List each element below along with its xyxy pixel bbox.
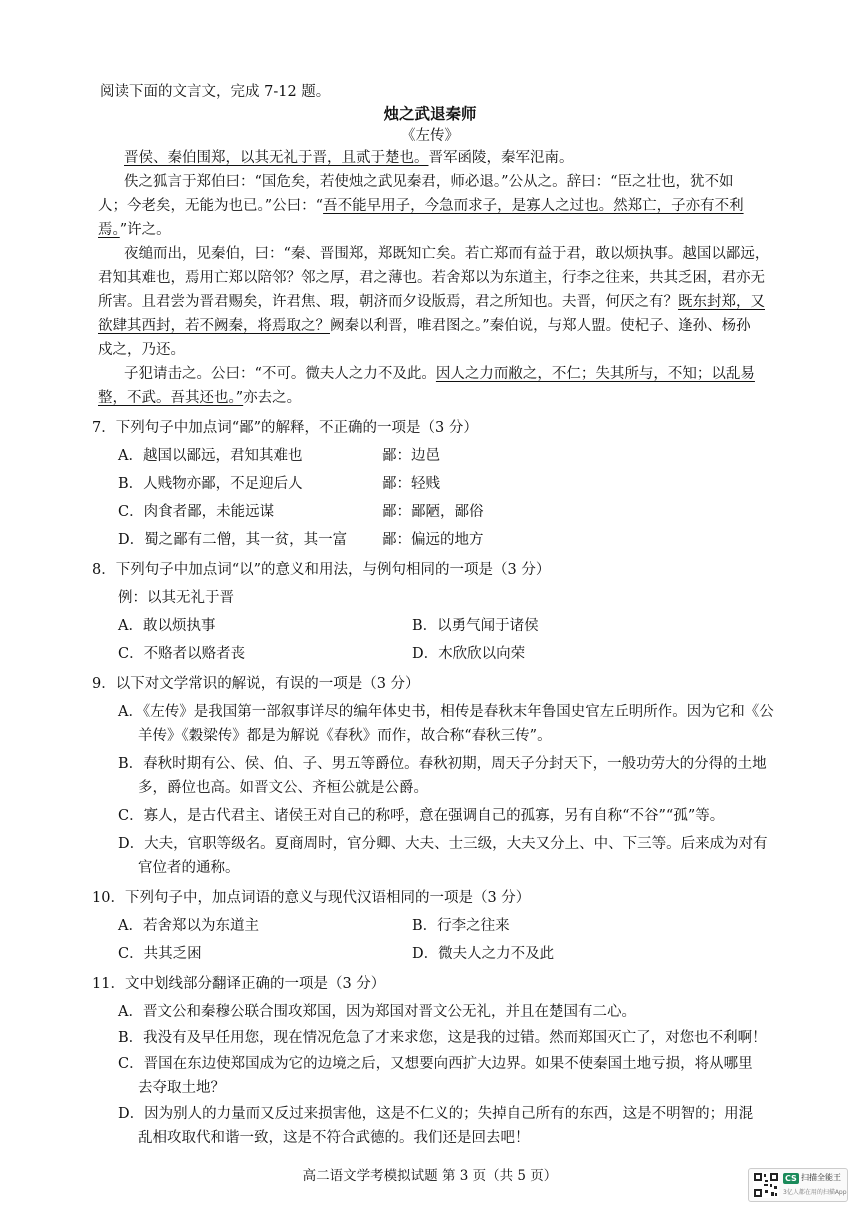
q7-option-c: C．肉食者鄙，未能远谋 [118,504,275,520]
passage-line [98,316,751,336]
underlined-text: 整，不武。吾其还也。” [98,390,244,406]
passage-line [98,388,301,408]
q11-option-d-line2: 乱相攻取代和谐一致，这是不符合武德的。我们还是回去吧！ [138,1130,530,1146]
question-10-stem: 10．下列句子中，加点词语的意义与现代汉语相同的一项是（3 分） [92,890,531,906]
scanner-watermark-badge [748,1168,848,1202]
underlined-text: 既东封郑，又 [678,294,765,310]
intro-line: 阅读下面的文言文，完成 7-12 题。 [100,84,331,100]
passage-text: 晋军函陵，秦军氾南。 [428,150,574,166]
passage-text: 亦去之。 [243,390,302,406]
q8-option-a: A．敢以烦执事 [118,618,216,634]
q9-option-a-line1: A．《左传》是我国第一部叙事详尽的编年体史书，相传是春秋末年鲁国史官左丘明所作。因为它和《公 [118,704,774,720]
passage-line [98,292,765,312]
q8-option-b: B．以勇气闻于诸侯 [412,618,539,634]
passage-text: 子犯请击之。公曰：“不可。微夫人之力不及此。 [124,366,436,382]
passage-line: 君知其难也，焉用亡郑以陪邻？邻之厚，君之薄也。若舍郑以为东道主，行李之往来，共其乏困，君亦无 [98,270,765,286]
passage-source: 《左传》 [401,128,459,144]
question-7-stem: 7．下列句子中加点词“鄙”的解释，不正确的一项是（3 分） [92,420,478,436]
q9-option-b-line1: B．春秋时期有公、侯、伯、子、男五等爵位。春秋初期，周天子分封天下，一般功劳大的分得的土地 [118,756,767,772]
passage-line [98,220,171,240]
q8-option-d: D．木欣欣以向荣 [412,646,526,662]
underlined-text: 焉。 [98,222,120,238]
underlined-text: 欲肆其西封，若不阙秦，将焉取之？ [98,318,330,334]
q10-option-b: B．行李之往来 [412,918,510,934]
q7-option-a-gloss: 鄙：边邑 [382,448,440,464]
passage-line: 戍之，乃还。 [98,342,185,358]
q11-option-b: B．我没有及早任用您，现在情况危急了才来求您，这是我的过错。然而郑国灭亡了，对您也不利啊！ [118,1030,767,1046]
q11-option-c-line1: C．晋国在东边使郑国成为它的边境之后，又想要向西扩大边界。如果不使秦国土地亏损，将从哪里 [118,1056,753,1072]
underlined-text: 因人之力而敝之，不仁；失其所与，不知；以乱易 [435,366,755,382]
q8-option-c: C．不赂者以赂者丧 [118,646,246,662]
q7-option-b: B．人贱物亦鄙，不足迎后人 [118,476,303,492]
q11-option-d-line1: D．因为别人的力量而又反过来损害他，这是不仁义的；失掉自己所有的东西，这是不明智的；用混 [118,1106,754,1122]
passage-title: 烛之武退秦师 [383,104,477,123]
q7-option-d: D．蜀之鄙有二僧，其一贫，其一富 [118,532,348,548]
underlined-text: 吾不能早用子，今急而求子，是寡人之过也。然郑亡，子亦有不利 [323,198,744,214]
question-8-stem: 8．下列句子中加点词“以”的意义和用法，与例句相同的一项是（3 分） [92,562,551,578]
q11-option-c-line2: 去夺取土地？ [138,1080,225,1096]
passage-text: 人；今老矣，无能为也已。”公曰：“ [98,198,324,214]
q7-option-b-gloss: 鄙：轻贱 [382,476,440,492]
scanner-app-name: 扫描全能王 [801,1173,841,1182]
q9-option-b-line2: 多，爵位也高。如晋文公、齐桓公就是公爵。 [138,780,428,796]
q10-option-c: C．共其乏困 [118,946,202,962]
passage-text: 阙秦以利晋，唯君图之。”秦伯说，与郑人盟。使杞子、逢孙、杨孙 [330,318,751,334]
q7-option-a: A．越国以鄙远，君知其难也 [118,448,303,464]
q9-option-c-line1: C．寡人，是古代君主、诸侯王对自己的称呼，意在强调自己的孤寡，另有自称“不谷”“孤”等。 [118,808,725,824]
passage-text: 所害。且君尝为晋君赐矣，许君焦、瑕，朝济而夕设版焉，君之所知也。夫晋，何厌之有？ [98,294,678,310]
q9-option-d-line2: 官位者的通称。 [138,860,240,876]
passage-text: ”许之。 [119,222,171,238]
scanner-tagline: 3亿人都在用的扫描App [783,1189,847,1196]
q10-option-a: A．若舍郑以为东道主 [118,918,259,934]
question-9-stem: 9．以下对文学常识的解说，有误的一项是（3 分） [92,676,420,692]
passage-line [124,148,574,168]
q7-option-d-gloss: 鄙：偏远的地方 [382,532,484,548]
q11-option-a: A．晋文公和秦穆公联合围攻郑国，因为郑国对晋文公无礼，并且在楚国有二心。 [118,1004,636,1020]
question-11-stem: 11．文中划线部分翻译正确的一项是（3 分） [92,976,386,992]
underlined-text: 晋侯、秦伯围郑，以其无礼于晋，且贰于楚也。 [124,150,429,166]
q8-example: 例：以其无礼于晋 [118,590,234,606]
q10-option-d: D．微夫人之力不及此 [412,946,555,962]
cs-logo: CS [785,1174,797,1183]
q9-option-d-line1: D．大夫，官职等级名。夏商周时，官分卿、大夫、士三级，大夫又分上、中、下三等。后来成为对有 [118,836,768,852]
passage-line: 佚之狐言于郑伯曰：“国危矣，若使烛之武见秦君，师必退。”公从之。辞曰：“臣之壮也，犹不如 [124,174,734,190]
page-footer: 高二语文学考模拟试题 第 3 页（共 5 页） [302,1168,558,1184]
q9-option-a-line2: 羊传》《穀梁传》都是为解说《春秋》而作，故合称“春秋三传”。 [138,728,552,744]
q7-option-c-gloss: 鄙：鄙陋，鄙俗 [382,504,484,520]
passage-line [98,196,744,216]
passage-line: 夜缒而出，见秦伯，曰：“秦、晋围郑，郑既知亡矣。若亡郑而有益于君，敢以烦执事。越国以鄙远， [124,246,770,262]
qr-code-icon [753,1172,779,1198]
passage-line [124,364,755,384]
